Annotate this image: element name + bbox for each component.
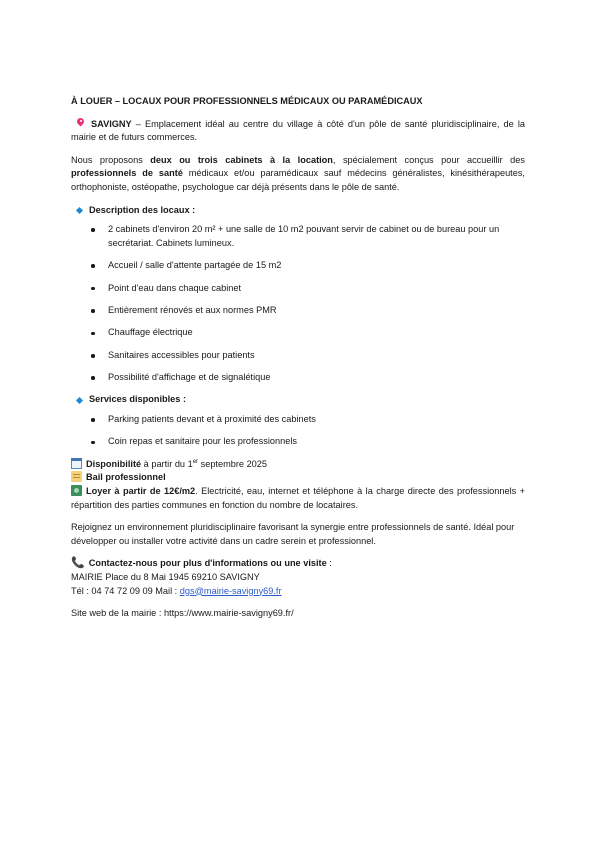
contact-heading-text: Contactez-nous pour plus d'informations ou une visite bbox=[88, 558, 327, 569]
availability-label: Disponibilité bbox=[86, 458, 142, 469]
list-item: Parking patients devant et à proximité des cabinets bbox=[71, 413, 525, 427]
diamond-bullet-icon bbox=[76, 397, 83, 404]
offer-text-3: médicaux et/ou paramédicaux sauf médecins généralistes, kinésithérapeutes, orthophoniste, ostéopathe, psychologue car déjà présents dans le pôle de santé. bbox=[71, 168, 525, 192]
availability-sup: er bbox=[192, 458, 199, 465]
calendar-icon bbox=[71, 458, 82, 469]
intro-paragraph bbox=[71, 118, 525, 145]
document-title: À LOUER – LOCAUX POUR PROFESSIONNELS MÉDICAUX OU PARAMÉDICAUX bbox=[71, 96, 423, 106]
intro-text: – Emplacement idéal au centre du village à côté d'un pôle de santé pluridisciplinaire, de la mairie et de futurs commerces. bbox=[71, 118, 525, 143]
services-list bbox=[71, 413, 525, 449]
intro-place: SAVIGNY bbox=[91, 118, 132, 129]
description-list bbox=[71, 223, 525, 385]
website-line[interactable]: Site web de la mairie : https://www.mairie-savigny69.fr/ bbox=[71, 608, 294, 619]
diamond-bullet-icon bbox=[76, 207, 83, 214]
phone-icon: 📞 bbox=[71, 557, 85, 570]
offer-paragraph bbox=[71, 154, 525, 195]
contact-phone: Tél : 04 74 72 09 09 Mail : bbox=[71, 585, 180, 596]
availability-line bbox=[71, 458, 525, 472]
rent-paragraph bbox=[71, 485, 525, 512]
description-heading bbox=[73, 204, 525, 218]
join-paragraph: Rejoignez un environnement pluridisciplinaire favorisant la synergie entre professionnels de santé. Idéal pour développer ou installer votre activité dans un cadre serein et professionnel. bbox=[71, 522, 515, 546]
email-link[interactable]: dgs@mairie-savigny69.fr bbox=[179, 585, 282, 596]
offer-text-1: Nous proposons bbox=[71, 154, 151, 165]
contact-heading bbox=[71, 557, 525, 571]
list-item: 2 cabinets d'environ 20 m² + une salle de 10 m2 pouvant servir de cabinet ou de bureau pour un secrétariat. Cabinets lumineux. bbox=[71, 223, 525, 250]
description-heading-text: Description des locaux : bbox=[89, 204, 196, 215]
list-item: Entièrement rénovés et aux normes PMR bbox=[71, 304, 525, 318]
contact-heading-suffix: : bbox=[326, 558, 332, 569]
offer-bold-1: deux ou trois cabinets à la location bbox=[150, 154, 333, 165]
list-item: Point d'eau dans chaque cabinet bbox=[71, 282, 525, 296]
availability-date: septembre 2025 bbox=[198, 458, 268, 469]
contact-address: MAIRIE Place du 8 Mai 1945 69210 SAVIGNY bbox=[71, 572, 260, 583]
money-icon bbox=[71, 485, 82, 496]
list-item: Sanitaires accessibles pour patients bbox=[71, 349, 525, 363]
lease-text: Bail professionnel bbox=[86, 472, 166, 483]
document-content bbox=[71, 95, 525, 621]
scroll-icon bbox=[71, 471, 82, 482]
services-heading bbox=[73, 393, 525, 407]
offer-text-2: , spécialement conçus pour accueillir des bbox=[332, 154, 525, 165]
rent-text: . Electricité, eau, internet et téléphone à la charge directe des professionnels + répartition des parties communes en fonction du nombre de locataires. bbox=[71, 486, 525, 510]
rent-label: Loyer à partir de 12€/m2 bbox=[86, 486, 196, 497]
list-item: Chauffage électrique bbox=[71, 326, 525, 340]
list-item: Possibilité d'affichage et de signalétique bbox=[71, 371, 525, 385]
contact-phone-line bbox=[71, 585, 525, 599]
lease-line bbox=[71, 471, 525, 485]
list-item: Coin repas et sanitaire pour les professionnels bbox=[71, 435, 525, 449]
offer-bold-2: professionnels de santé bbox=[71, 168, 183, 179]
availability-text: à partir du 1 bbox=[141, 458, 193, 469]
list-item: Accueil / salle d'attente partagée de 15 m2 bbox=[71, 259, 525, 273]
map-pin-icon bbox=[76, 118, 85, 128]
services-heading-text: Services disponibles : bbox=[89, 394, 187, 405]
